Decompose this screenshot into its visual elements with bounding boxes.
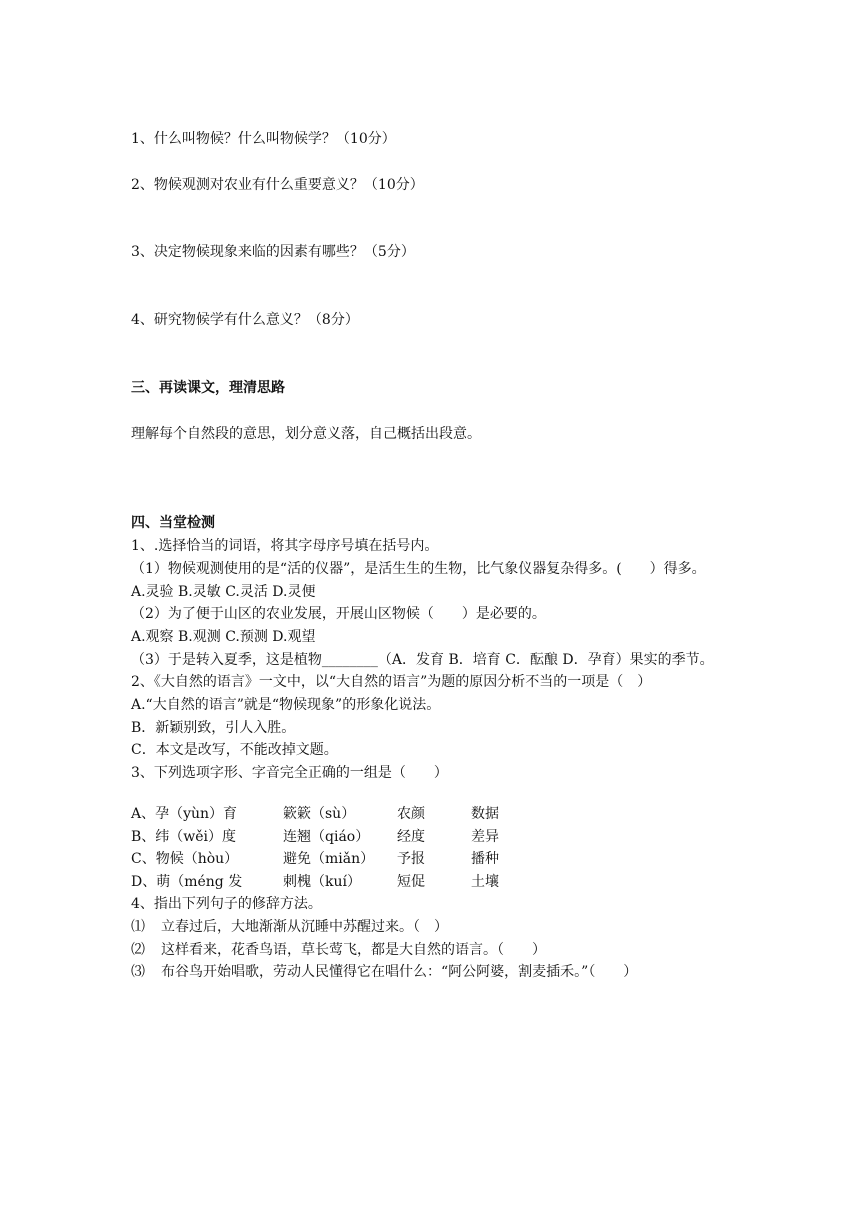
section4-line: A.观察 B.观测 C.预测 D.观望 xyxy=(131,629,316,645)
option-cell: 数据 xyxy=(471,806,499,822)
rhetoric-item xyxy=(131,941,546,959)
option-cell: B、纬（wěi）度 xyxy=(131,829,237,845)
option-row xyxy=(131,850,551,868)
option-cell: 刺槐（kuí） xyxy=(283,874,361,890)
section4-line: B．新颖别致，引人入胜。 xyxy=(131,720,296,736)
option-row xyxy=(131,828,551,846)
option-row xyxy=(131,805,551,823)
rhetoric-item xyxy=(131,918,448,936)
section4-line: C．本文是改写，不能改掉文题。 xyxy=(131,742,338,758)
option-cell: 予报 xyxy=(397,851,425,867)
question-3: 3、决定物候现象来临的因素有哪些？（5分） xyxy=(131,244,415,260)
section4-line: （2）为了便于山区的农业发展，开展山区物候（ ）是必要的。 xyxy=(131,606,546,622)
option-cell: 经度 xyxy=(397,829,425,845)
section4-heading: 四、当堂检测 xyxy=(131,515,215,531)
section4-line: 1、.选择恰当的词语，将其字母序号填在括号内。 xyxy=(131,538,439,554)
option-cell: 避免（miǎn） xyxy=(283,851,375,867)
section3-heading: 三、再读课文，理清思路 xyxy=(131,380,285,396)
option-cell: 土壤 xyxy=(471,874,499,890)
section4-line: （1）物候观测使用的是“活的仪器”，是活生生的生物，比气象仪器复杂得多。( ）得多。 xyxy=(131,561,706,577)
section4-line: A.“大自然的语言”就是“物候现象”的形象化说法。 xyxy=(131,697,441,713)
option-cell: D、萌（méng 发 xyxy=(131,874,243,890)
option-cell: 簌簌（sù） xyxy=(283,806,356,822)
option-cell: 播种 xyxy=(471,851,499,867)
item-text: 立春过后，大地渐渐从沉睡中苏醒过来。（ ） xyxy=(161,919,448,935)
item-number: ⑶ xyxy=(131,964,145,980)
question-2: 2、物候观测对农业有什么重要意义？（10分） xyxy=(131,177,424,193)
section3-text: 理解每个自然段的意思，划分意义落，自己概括出段意。 xyxy=(131,426,481,442)
option-cell: C、物候（hòu） xyxy=(131,851,239,867)
option-cell: 农颜 xyxy=(397,806,425,822)
section4-line: （3）于是转入夏季，这是植物________（A．发育 B．培育 C．酝酿 D．孕育）果实的季节。 xyxy=(131,652,714,668)
question-4: 4、研究物候学有什么意义？（8分） xyxy=(131,312,359,328)
option-cell: 短促 xyxy=(397,874,425,890)
item-text: 布谷鸟开始唱歌，劳动人民懂得它在唱什么：“阿公阿婆，割麦插禾。”（ ） xyxy=(161,964,638,980)
section4-line: 3、下列选项字形、字音完全正确的一组是（ ） xyxy=(131,765,448,781)
section4-line: A.灵验 B.灵敏 C.灵活 D.灵便 xyxy=(131,584,316,600)
item-number: ⑴ xyxy=(131,919,145,935)
rhetoric-item xyxy=(131,963,637,981)
option-cell: 差异 xyxy=(471,829,499,845)
item-number: ⑵ xyxy=(131,942,145,958)
option-cell: 连翘（qiáo） xyxy=(283,829,370,845)
section4-line: 2、《大自然的语言》一文中，以“大自然的语言”为题的原因分析不当的一项是（ ） xyxy=(131,674,652,690)
option-cell: A、孕（yùn）育 xyxy=(131,806,238,822)
item-text: 这样看来，花香鸟语，草长莺飞，都是大自然的语言。（ ） xyxy=(161,942,546,958)
rhetoric-question-title: 4、指出下列句子的修辞方法。 xyxy=(131,896,322,912)
option-row xyxy=(131,873,551,891)
question-1: 1、什么叫物候？什么叫物候学？（10分） xyxy=(131,131,396,147)
